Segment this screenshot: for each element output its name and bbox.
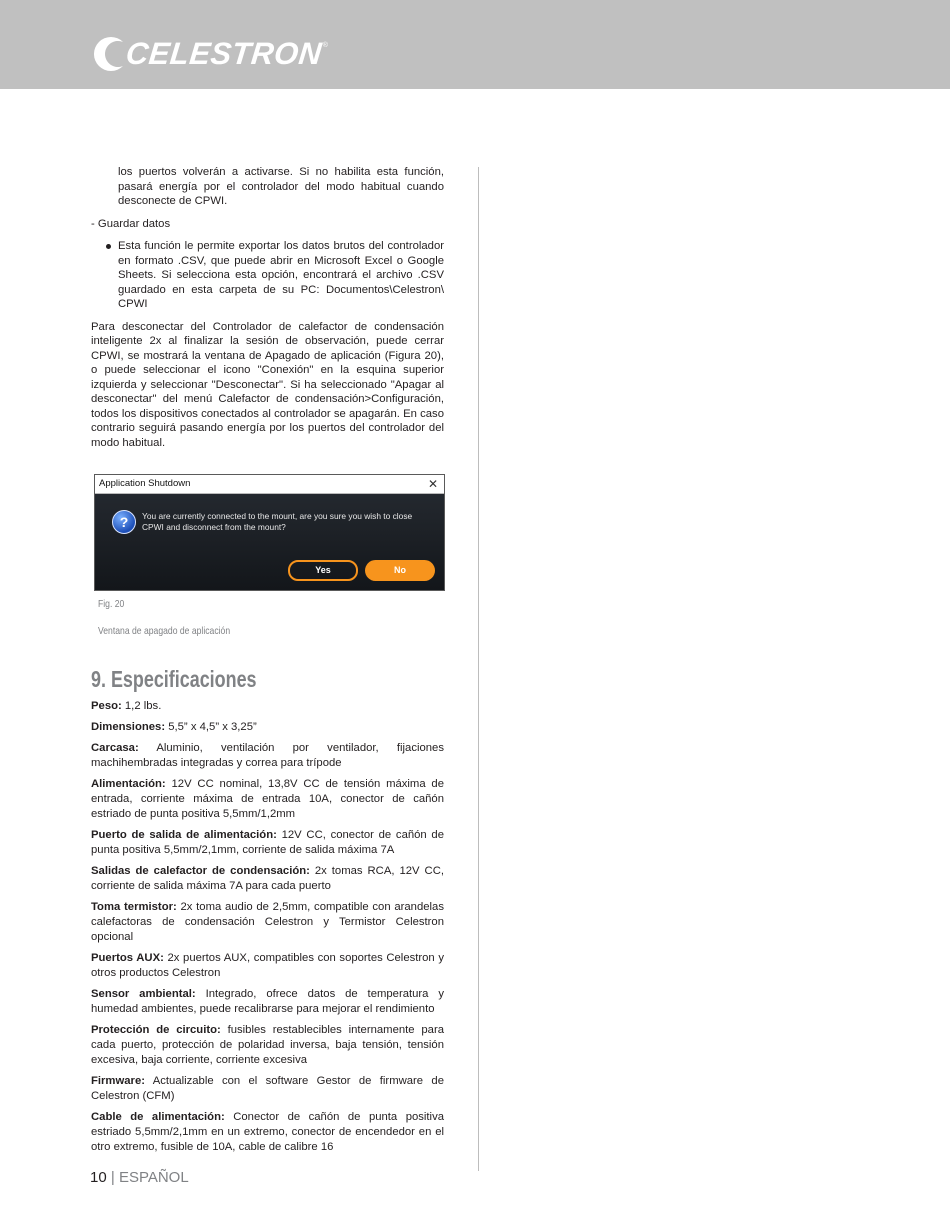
close-icon[interactable]: ✕: [427, 477, 438, 491]
specifications-list: [91, 699, 444, 1161]
spec-item: Puertos AUX: 2x puertos AUX, compatibles con soportes Celestron y otros productos Celestron: [91, 952, 444, 979]
figure-caption: Ventana de apagado de aplicación: [98, 625, 231, 637]
spec-item: Cable de alimentación: Conector de cañón de punta positiva estriado 5,5mm/2,1mm en un extremo, conector de encendedor en el otro extremo, fusible de 10A, cable de calibre 16: [91, 1111, 445, 1153]
registered-mark: ®: [322, 42, 328, 49]
figure-number: Fig. 20: [98, 598, 125, 610]
spec-item: Firmware: Actualizable con el software Gestor de firmware de Celestron (CFM): [91, 1075, 444, 1102]
page-footer: [90, 1169, 189, 1186]
yes-button[interactable]: Yes: [288, 560, 358, 581]
footer-separator: |: [110, 1169, 115, 1186]
spec-item: Peso: 1,2 lbs.: [91, 700, 162, 712]
dialog-title: Application Shutdown: [99, 478, 191, 489]
spec-item: Sensor ambiental: Integrado, ofrece datos de temperatura y humedad ambientes, puede recalibrarse para mejorar el rendimiento: [91, 988, 444, 1015]
page-header: [0, 0, 950, 89]
page-number: 10: [90, 1169, 107, 1186]
celestron-logo: [90, 34, 328, 74]
spec-item: Protección de circuito: fusibles restablecibles internamente para cada puerto, protección de polaridad inversa, baja tensión, tensión excesiva, baja corriente, corriente excesiva: [91, 1024, 444, 1066]
column-divider: [478, 167, 479, 1171]
disconnect-paragraph: Para desconectar del Controlador de calefactor de condensación inteligente 2x al finalizar la sesión de observación, puede cerrar CPWI, se mostrará la ventana de Apagado de aplicación (Figura 20), o puede seleccionar el icono "Conexión" en la esquina superior izquierda y seleccionar "Desconectar". Si ha seleccionado "Apagar al desconectar" del menú Calefactor de condensación>Configuración, todos los dispositivos conectados al controlador se apagarán. En caso contrario seguirá pasando energía por los puertos del controlador del modo habitual.: [91, 320, 444, 449]
save-data-bullet: Esta función le permite exportar los datos brutos del controlador en formato .CSV, que puede abrir en Microsoft Excel o Google Sheets. Si selecciona esta opción, encontrará el archivo .CSV guardado en esta carpeta de su PC: Documentos\Celestron\ CPWI: [91, 239, 444, 312]
spec-item: Dimensiones: 5,5” x 4,5” x 3,25”: [91, 721, 257, 733]
application-shutdown-dialog: [94, 474, 445, 591]
spec-item: Puerto de salida de alimentación: 12V CC, conector de cañón de punta positiva 5,5mm/2,1mm, corriente de salida máxima 7A: [91, 829, 444, 856]
dialog-message: You are currently connected to the mount, are you sure you wish to close CPWI and disconnect from the mount?: [142, 511, 413, 532]
spec-item: Carcasa: Aluminio, ventilación por ventilador, fijaciones machihembradas integradas y correa para trípode: [91, 742, 444, 769]
body-column: [91, 165, 444, 450]
section-title: 9. Especificaciones: [91, 666, 257, 692]
question-icon: ?: [112, 510, 136, 534]
dialog-titlebar: [95, 475, 444, 494]
no-button[interactable]: No: [365, 560, 435, 581]
footer-language: ESPAÑOL: [118, 1169, 189, 1186]
spec-item: Toma termistor: 2x toma audio de 2,5mm, compatible con arandelas calefactoras de condensación Celestron y Termistor Celestron opcional: [91, 901, 444, 943]
spec-item: Salidas de calefactor de condensación: 2x tomas RCA, 12V CC, corriente de salida máxima 7A para cada puerto: [91, 865, 444, 892]
save-data-heading: - Guardar datos: [91, 217, 171, 230]
spec-item: Alimentación: 12V CC nominal, 13,8V CC de tensión máxima de entrada, corriente máxima de entrada 10A, conector de cañón estriado de punta positiva 5,5mm/1,2mm: [91, 778, 444, 820]
paragraph-continuation: los puertos volverán a activarse. Si no habilita esta función, pasará energía por el controlador del modo habitual cuando desconecte de CPWI.: [118, 166, 444, 207]
brand-name: CELESTRON: [124, 36, 324, 71]
